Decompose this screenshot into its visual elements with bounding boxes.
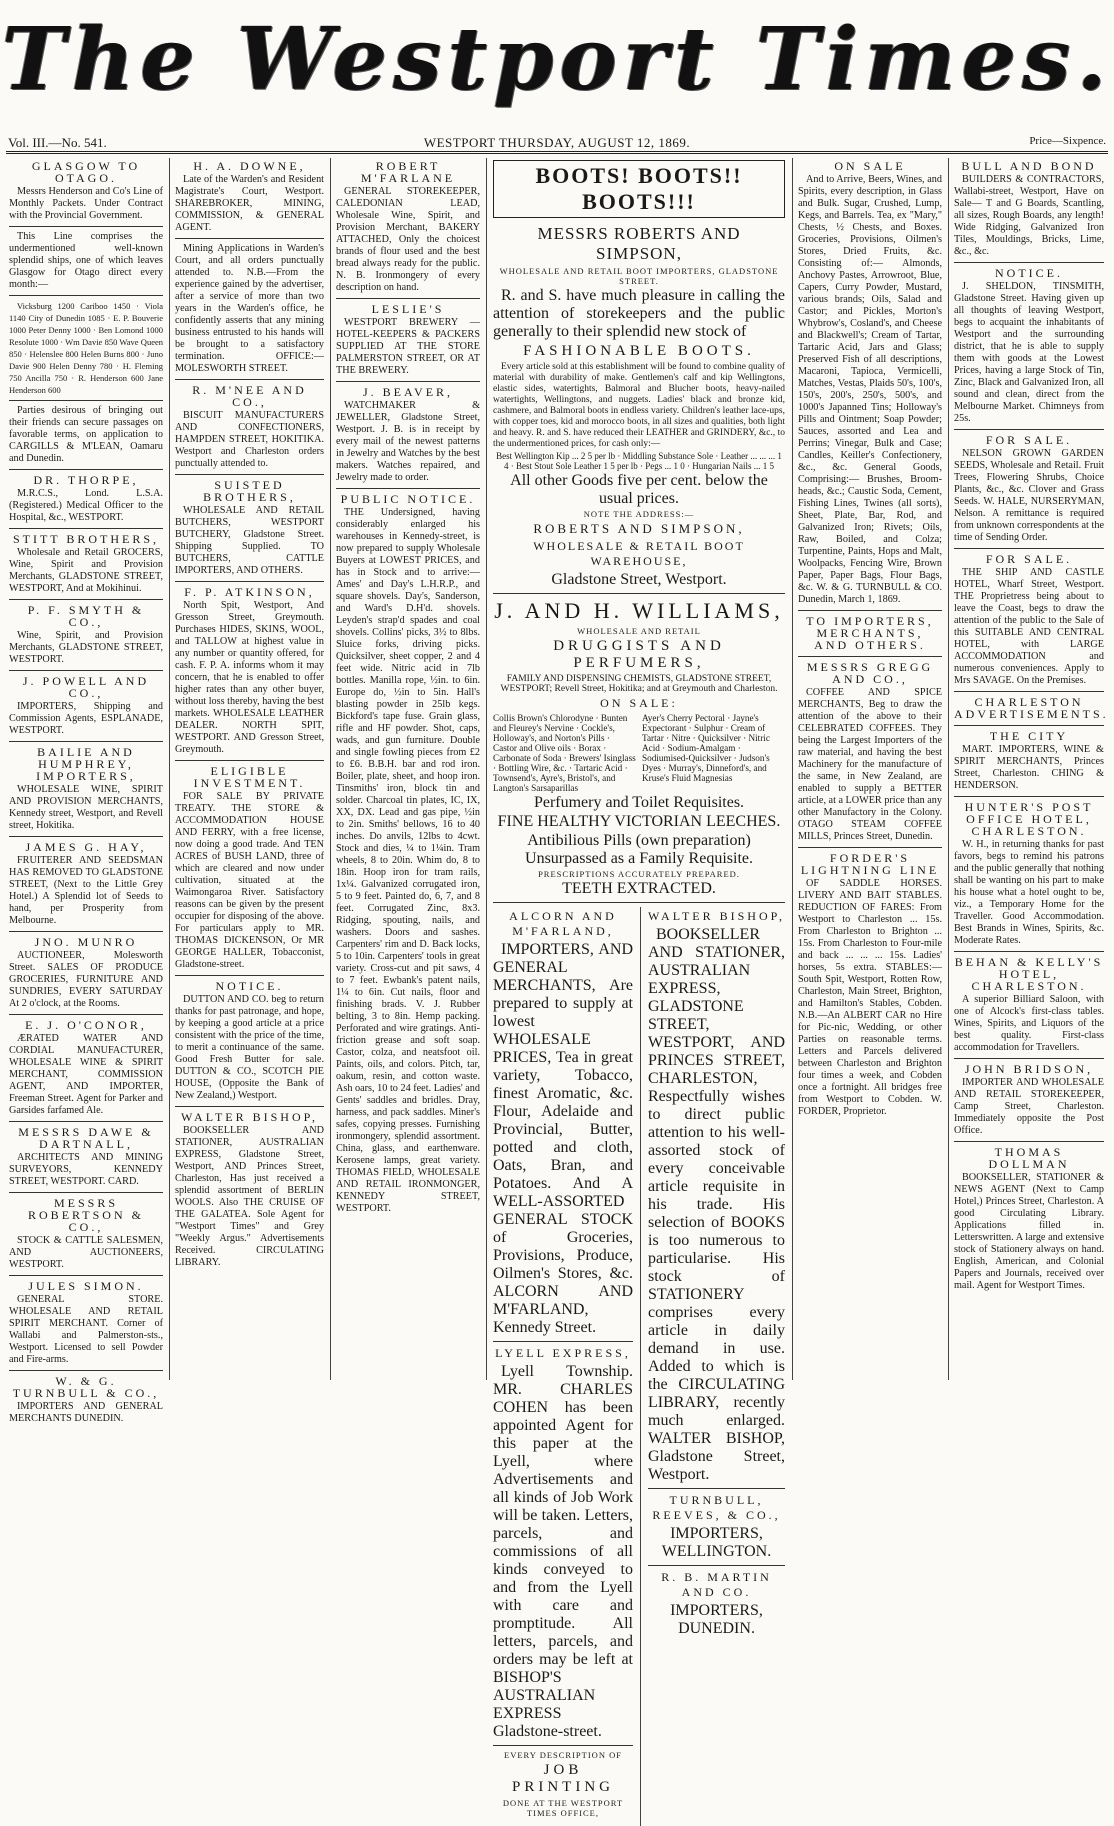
advert-body: AUCTIONEER, Molesworth Street. SALES OF PRODUCE GROCERIES, FURNITURE AND SUNDRIES, EVERY SATURDAY At 2 o'clock, at the Rooms. bbox=[9, 950, 163, 1009]
advert-heading: J. BEAVER, bbox=[362, 385, 454, 399]
columns bbox=[6, 158, 1109, 1818]
boots-prices: Best Wellington Kip ... 2 5 per lb · Middling Substance Sole · Leather ... ... ... 1 4 · Best Stout Sole Leather 1 5 per lb · Pegs ... 1 0 · Hungarian Nails ... 1 5 bbox=[496, 451, 782, 471]
advert-heading: ROBERT M'FARLANE bbox=[360, 159, 456, 185]
advert-heading: NOTICE. bbox=[995, 266, 1063, 280]
advert-heading: GLASGOW TO OTAGO. bbox=[31, 159, 141, 185]
advert-heading: MESSRS GREGG AND CO., bbox=[806, 660, 934, 686]
col7-advert bbox=[954, 160, 1104, 263]
job-heading: EVERY DESCRIPTION OF bbox=[504, 1750, 622, 1760]
advert-heading: SUISTED BROTHERS, bbox=[203, 478, 296, 504]
advert-body: FOR SALE BY PRIVATE TREATY. THE STORE & ACCOMMODATION HOUSE AND FERRY, with a free license, now doing a good trade. And TEN ACRES of BUSH LAND, three of which are cleared and now under cultivation, situated at the Waimongaroa River. Satisfactory reasons can be given by the present occupier for disposing of the above. For particulars apply to MR. THOMAS DICKENSON, Or MR GEORGE HALLER, Tobacconist, Gladstone-street. bbox=[175, 791, 324, 970]
col1-advert bbox=[9, 841, 163, 932]
advert-heading: BULL AND BOND bbox=[961, 159, 1097, 173]
advert-heading: NOTICE. bbox=[215, 979, 284, 993]
col1-advert bbox=[9, 231, 163, 296]
advert-body: Wholesale and Retail GROCERS, Wine, Spirit and Provision Merchants, GLADSTONE STREET, WESTPORT, And at Mokihinui. bbox=[9, 547, 163, 594]
advert-body: MART. IMPORTERS, WINE & SPIRIT MERCHANTS, Princes Street, Charleston. CHING & HENDERSON. bbox=[954, 744, 1104, 791]
advert-body: IMPORTERS AND GENERAL MERCHANTS DUNEDIN. bbox=[9, 1401, 163, 1424]
advert-body: Late of the Warden's and Resident Magistrate's Court, Westport. SHAREBROKER, MINING, COMMISSION, & GENERAL AGENT. bbox=[175, 174, 324, 233]
column-rule bbox=[792, 158, 793, 1380]
col2-advert bbox=[175, 384, 324, 475]
advert-body: FRUITERER AND SEEDSMAN HAS REMOVED TO GLADSTONE STREET, (Next to the Little Grey Hotel.) A Splendid lot of Seeds to hand, per Prosperity from Melbourne. bbox=[9, 855, 163, 926]
col1-advert bbox=[9, 1375, 163, 1429]
col6-advert bbox=[798, 661, 942, 848]
boots-banner: BOOTS! BOOTS!! BOOTS!!! bbox=[493, 160, 785, 218]
williams-list-right: Ayer's Cherry Pectoral · Jayne's Expectorant · Sulphur · Cream of Tartar · Nitre · Quicksilver · Nitric Acid · Sodium-Amalgam · Sodiumised-Quicksilver · Judson's Dyes · Murray's, Dinneford's, and Kruse's Fluid Magnesias bbox=[642, 713, 770, 783]
advert-heading: ON SALE bbox=[834, 159, 906, 173]
boots-advert bbox=[493, 160, 785, 594]
lyell-body: Lyell Township. MR. CHARLES COHEN has been appointed Agent for this paper at the Lyell, where Advertisements and all kinds of Job Work will be taken. Letters, parcels, and commissions of all kinds conveyed to and from the Lyell with care and promptitude. All letters, parcels, and orders may be left at BISHOP'S AUSTRALIAN EXPRESS Gladstone-street. bbox=[493, 1363, 633, 1740]
dateline bbox=[8, 133, 1106, 151]
advert-body: DUTTON AND CO. beg to return thanks for past patronage, and hope, by keeping a good article at a price consistent with the price of the time, to merit a continuance of the same. Good Fresh Butter for sale. DUTTON & CO., SCOTCH PIE HOUSE, (Opposite the Bank of New Zealand,) Westport. bbox=[175, 994, 324, 1101]
col1-advert bbox=[9, 1197, 163, 1276]
advert-heading: E. J. O'CONOR, bbox=[25, 1018, 147, 1032]
col7-advert bbox=[954, 956, 1104, 1059]
bishop2-body: BOOKSELLER AND STATIONER, AUSTRALIAN EXPRESS, GLADSTONE STREET, WESTPORT, AND PRINCES STREET, CHARLESTON, Respectfully wishes to direct public attention to his well-assorted stock of every conceivable article requisite in his trade. His selection of BOOKS is too numerous to particularise. His stock of STATIONERY comprises every article in daily demand in use. Added to which is the CIRCULATING LIBRARY, recently much enlarged. WALTER BISHOP, Gladstone Street, Westport. bbox=[648, 926, 785, 1483]
advert-body: THE SHIP AND CASTLE HOTEL, Wharf Street, Westport. THE Proprietress being about to leave the Coast, begs to draw the attention of the public to the Sale of this SUITABLE AND CENTRAL HOTEL, with LARGE ACCOMMODATION and numerous conveniences. Apply to Mrs SAVAGE. On the Premises. bbox=[954, 567, 1104, 686]
col1-advert bbox=[9, 936, 163, 1015]
col3-advert bbox=[336, 493, 480, 1219]
williams-f2: FINE HEALTHY VICTORIAN LEECHES. bbox=[497, 813, 781, 830]
col1-advert bbox=[9, 1126, 163, 1193]
column-rule bbox=[486, 158, 487, 1380]
column-rule bbox=[948, 158, 949, 1380]
advert-body: W. H., in returning thanks for past favors, begs to remind his patrons and the public generally that nothing shall be wanting on his part to make his house what a hotel ought to be, viz., a Temporary Home for the Traveller. Good Accommodation. Best Brands in Wines, Spirits, &c. Moderate Rates. bbox=[954, 839, 1104, 946]
boots-firm: MESSRS ROBERTS AND SIMPSON, bbox=[537, 224, 741, 263]
williams-f5: TEETH EXTRACTED. bbox=[562, 880, 716, 897]
advert-body: Wine, Spirit, and Provision Merchants, GLADSTONE STREET, WESTPORT. bbox=[9, 630, 163, 665]
advert-heading: FOR SALE. bbox=[985, 552, 1073, 566]
turnbull-reeves-advert bbox=[648, 1493, 785, 1566]
advert-body: North Spit, Westport, And Gresson Street, Greymouth. Purchases HIDES, SKINS, WOOL, and TALLOW at highest value in any number or quantity offered, for cash. F. P. A. informs whom it may concern, that he is enabled to offer higher rates than any other buyer, without loss thereby, having the best markets. WHOLESALE LEATHER DEALER. NORTH SPIT, WESTPORT. AND Gresson Street, Greymouth. bbox=[175, 600, 324, 755]
advert-heading: CHARLESTON ADVERTISEMENTS. bbox=[954, 695, 1109, 721]
turnbull-reeves-body: IMPORTERS, WELLINGTON. bbox=[661, 1525, 772, 1560]
col1-advert bbox=[9, 160, 163, 227]
advert-heading: W. & G. TURNBULL & CO., bbox=[12, 1374, 160, 1400]
job-body: DONE AT THE WESTPORT TIMES OFFICE, bbox=[502, 1798, 624, 1818]
column-rule bbox=[330, 158, 331, 1380]
boots-body: Every article sold at this establishment will be found to combine quality of material with durability of make. Gentlemen's calf and kip Wellingtons, elastic sides, watertights, Balmoral and Blucher boots, heavy-nailed watertights, Wellingtons, and nuggets. Ladies' black and bronze kid, cashmere, and Balmoral boots in endless variety. Children's leather lace-ups, with copper toes, kid and morocco boots, in all sizes and qualities, both light and heavy. R. and S. have reduced their LEATHER and GRINDERY, &c., to the undermentioned prices, for cash only:— bbox=[493, 362, 785, 449]
advert-heading: BAILIE AND HUMPHREY, IMPORTERS, bbox=[36, 745, 136, 783]
advert-heading: JULES SIMON. bbox=[28, 1279, 144, 1293]
col1-advert bbox=[9, 533, 163, 600]
advert-body: IMPORTER AND WHOLESALE AND RETAIL STOREKEEPER, Camp Street, Charleston. Immediately opposite the Post Office. bbox=[954, 1077, 1104, 1136]
job-title: JOB PRINTING bbox=[512, 1762, 614, 1795]
volume-number: Vol. III.—No. 541. bbox=[8, 135, 107, 150]
column-1 bbox=[6, 158, 166, 1424]
col2-advert bbox=[175, 980, 324, 1107]
advert-body: OF SADDLE HORSES. LIVERY AND BAIT STABLES. REDUCTION OF FARES: From Westport to Charleston ... 15s. From Charleston to Brighton ... 15s. From Charleston to Four-mile and back ... ... ... 15s. Ladies' horses, 5s extra. STABLES:— South Spit, Westport, Rotten Row, Charleston, Main Street, Brighton, and Hamilton's Stables, Cobden. N.B.—An ALBERT CAR no Hire for Pic-nic, Wedding, or other Parties on reasonable terms. Letters and Parcels delivered between Charleston and Brighton four times a week, and Cobden once a fortnight. All bridges free from Westport to Cobden. W. FORDER, Proprietor. bbox=[798, 878, 942, 1117]
martin-heading: R. B. MARTIN AND CO. bbox=[661, 1570, 772, 1599]
boots-address-firm: ROBERTS AND SIMPSON, bbox=[533, 521, 745, 536]
advert-heading: ELIGIBLE INVESTMENT. bbox=[193, 764, 306, 790]
middle-left-sub bbox=[489, 907, 641, 1826]
masthead-rule bbox=[6, 151, 1108, 154]
col2-advert bbox=[175, 1111, 324, 1273]
boots-intro: R. and S. have much pleasure in calling the attention of storekeepers and the public generally to their splendid new stock of bbox=[493, 287, 785, 340]
advert-body: NELSON GROWN GARDEN SEEDS, Wholesale and Retail. Fruit Trees, Flowering Shrubs, Choice Plants, &c., &c. Clover and Grass Seeds. W. HALE, NURSERYMAN, Nelson. A remittance is required from unknown correspondents at the time of Sending Order. bbox=[954, 448, 1104, 543]
advert-body: COFFEE AND SPICE MERCHANTS, Beg to draw the attention of the above to their CELEBRATED COFFEES. They being the Largest Importers of the raw material, and having the best Machinery for the manufacture of the same, in New Zealand, are enabled to supply a BETTER article, at a LOWER price than any other Manufactory in the Colony. OTAGO STEAM COFFEE MILLS, Princes Street, Dunedin. bbox=[798, 687, 942, 842]
middle-wide-section bbox=[489, 158, 789, 1818]
ship-list: Vicksburg 1200 Cariboo 1450 · Viola 1140 City of Dunedin 1085 · E. P. Bouverie 1000 Peter Denny 1000 · Ben Lomond 1000 Resolute 1000 · Wm Davie 850 Wave Queen 850 · Helenslee 800 Helen Burns 800 · Juno Davie 900 Helen Denny 780 · H. Fleming 750 Ancilla 750 · R. Henderson 600 Jane Henderson 600 bbox=[9, 301, 163, 395]
col7-advert bbox=[954, 695, 1109, 726]
boots-note: All other Goods five per cent. below the usual prices. bbox=[510, 472, 768, 507]
advert-body: BOOKSELLER AND STATIONER, AUSTRALIAN EXPRESS, Gladstone Street, Westport, AND Princes Street, Charleston, Has just received a splendid assortment of BERLIN WOOLS. Also THE CRUISE OF THE GALATEA. Sole Agent for "Westport Times" and Grey "Weekly Argus." Advertisements Received. CIRCULATING LIBRARY. bbox=[175, 1125, 324, 1268]
price: Price—Sixpence. bbox=[1029, 135, 1106, 147]
advert-body: Mining Applications in Warden's Court, and all orders punctually attended to. N.B.—From the experience gained by the advertiser, after a service of more than two years in the Warden's office, he confidently asserts that any mining business entrusted to his hands will be brought to a satisfactory termination. OFFICE:— MOLESWORTH STREET. bbox=[175, 243, 324, 374]
advert-heading: MESSRS DAWE & DARTNALL, bbox=[18, 1125, 154, 1151]
advert-heading: H. A. DOWNE, bbox=[193, 159, 306, 173]
alcorn-advert bbox=[493, 909, 633, 1342]
col3-advert bbox=[336, 160, 480, 299]
advert-body: BUILDERS & CONTRACTORS, Wallabi-street, Westport, Have on Sale— T and G Boards, Scantling, all sizes, Rough Boards, any length! Wide Ridging, Galvanized Iron Tiles, Mouldings, Bricks, Lime, &c., &c. bbox=[954, 174, 1104, 257]
advert-heading: F. P. ATKINSON, bbox=[184, 585, 315, 599]
col1-advert bbox=[9, 474, 163, 529]
advert-heading: JNO. MUNRO bbox=[34, 935, 138, 949]
advert-body: M.R.C.S., Lond. L.S.A. (Registered.) Medical Officer to the Hospital, &c., WESTPORT. bbox=[9, 488, 163, 523]
boots-stock: FASHIONABLE BOOTS. bbox=[523, 343, 755, 359]
williams-trade: DRUGGISTS AND PERFUMERS, bbox=[553, 638, 725, 671]
advert-heading: FOR SALE. bbox=[985, 433, 1073, 447]
advert-heading: P. F. SMYTH & CO., bbox=[27, 603, 145, 629]
advert-heading: JAMES G. HAY, bbox=[25, 840, 147, 854]
advert-body: GENERAL STORE. WHOLESALE AND RETAIL SPIRIT MERCHANT. Corner of Wallabi and Palmerston-sts., Westport. Licensed to sell Powder and Fire-arms. bbox=[9, 1294, 163, 1365]
advert-body: And to Arrive, Beers, Wines, and Spirits, every description, in Glass and Bulk. Sugar, Crushed, Lump, Kegs, and Barrels. Tea, ex "Mary," Chests, ½ Chests, and Boxes. Groceries, Provisions, Oilmen's Stores, Dried Fruits, &c. Consisting of:— Almonds, Anchovy Pastes, Arrowroot, Blue, Capers, Curry Powder, Mustard, various brands; Oils, Salad and Castor; and Pickles, Morton's Whybrow's, Cosland's, and Cheese and Blackwell's; Cream of Tartar, Tartaric Acid, Jars and Glass; Preserved Fish of all descriptions, Macaroni, Tapioca, Vermicelli, Matches, Vestas, Plaids 50's, 100's, 150's, 200's, 250's, 500's, and 1000's Japanned Tins; Holloway's Pills and Ointment; Soap Powder; Sauces, assorted and Lea and Perrins; Vinegar, Bulk and Case; Candles, Keiller's Confectionery, &c., &c. General Goods, Comprising:— Brushes, Broom-heads, &c.; Caustic Soda, Cement, Fishing Lines, Twines (all sorts), Sheet, Plate, Bar, Rod, and Galvanized Iron; Rivets; Oils, Raw, Boiled, and Colza; Turpentine, Paints, Hops and Malt, Woolpacks, Fencing Wire, Brown Paper, Paper Bags, Flour Bags, &c. W. & G. TURNBULL & CO. Dunedin, March 1, 1869. bbox=[798, 174, 942, 605]
advert-body: A superior Billiard Saloon, with one of Alcock's first-class tables. Wines, Spirits, and Liquors of the best quality. First-class accommodation for Travellers. bbox=[954, 994, 1104, 1053]
advert-heading: DR. THORPE, bbox=[33, 473, 139, 487]
advert-heading: HUNTER'S POST OFFICE HOTEL, CHARLESTON. bbox=[964, 800, 1094, 838]
advert-body: GENERAL STOREKEEPER, CALEDONIAN LEAD, Wholesale Wine, Spirit, and Provision Merchant, BAKERY ATTACHED, Only the choicest brands of flour used and the best bread always ready for the public. N. B. Ironmongery of every description on hand. bbox=[336, 186, 480, 293]
advert-heading: THE CITY bbox=[989, 729, 1069, 743]
advert-body: WATCHMAKER & JEWELLER, Gladstone Street, Westport. J. B. is in receipt by every mail of the newest patterns in Jewelry and Watches by the best makers. Watches repaired, and Jewelry made to order. bbox=[336, 400, 480, 483]
bishop2-heading: WALTER BISHOP, bbox=[648, 909, 785, 923]
col7-advert bbox=[954, 267, 1104, 430]
advert-body: IMPORTERS, Shipping and Commission Agents, ESPLANADE, WESTPORT. bbox=[9, 701, 163, 736]
col1-advert bbox=[9, 604, 163, 671]
advert-heading: J. POWELL AND CO., bbox=[22, 674, 150, 700]
column-6 bbox=[795, 158, 945, 1380]
advert-heading: WALTER BISHOP, bbox=[181, 1110, 318, 1124]
boots-address-sub: WHOLESALE & RETAIL BOOT WAREHOUSE, bbox=[533, 539, 745, 568]
advert-heading: MESSRS ROBERTSON & CO., bbox=[28, 1196, 144, 1234]
boots-address-street: Gladstone Street, Westport. bbox=[551, 571, 727, 588]
williams-f3: Antibilious Pills (own preparation) Unsurpassed as a Family Requisite. bbox=[525, 832, 753, 867]
advert-body: BISCUIT MANUFACTURERS AND CONFECTIONERS, HAMPDEN STREET, HOKITIKA. Westport and Charleston orders punctually attended to. bbox=[175, 410, 324, 469]
advert-body: STOCK & CATTLE SALESMEN, AND AUCTIONEERS, WESTPORT. bbox=[9, 1235, 163, 1270]
advert-heading: BEHAN & KELLY'S HOTEL, CHARLESTON. bbox=[954, 955, 1104, 993]
advert-heading: STITT BROTHERS, bbox=[12, 532, 160, 546]
masthead bbox=[0, 0, 1114, 130]
advert-body: THE Undersigned, having considerably enlarged his warehouses in Kennedy-street, is now prepared to supply Wholesale Buyers at LOWEST PRICES, and has in Stock and to arrive:— Ames' and Day's L.H.R.P., and square shovels. Day's, Sanderson, and Ward's D.H'd. shovels. Leyden's strap'd spades and coal shovels. Collins' picks, 3½ to 8lbs. Sluice forks, driving picks. Quicksilver, sheet copper, 2 and 4 feet wide. Nitric acid in 7lb bottles. Manilla rope, ½in. to 6in. Europe do, ½in to 5in. Hall's blasting powder in 25lb kegs. Bickford's tape fuse. Grain glass, rifle and HF powder. Shot, caps, wads, and gun furniture. Double and single fowling pieces from £2 to £6. B.B.H. bar and rod iron. Boiler, plate, sheet, and hoop iron. Tinsmiths' iron, block tin and solder. Charcoal tin plates, IC, IX, XX, DX. Lead and gas pipe, ½in to 2in. Smiths' bellows, 16 to 40 inches. Do anvils, 12lbs to 4cwt. Stock and dies, ¼ to 1¼in. Tram wheels, 8 to 20in. Whim do, 8 to 18in. Hoop iron for tram rails, 1x¼. Galvanized corrugated iron, 5 to 9 feet. Painted do, 6, 7, and 8 feet. Corrugated Zinc, 8x3. Ridging, spouting, nails, and washers. Doors and sashes. Carpenters' rim and D. Back locks, 5 to 10in. Carpenters' tools in great variety. Cross-cut and pit saws, 4 to 7 feet. Ewbank's patent nails, 1¼ to 6in. Cut nails, floor and finishing brads. V. J. Rubber belting, 3 to 8in. Hemp packing. Perforated and wire gratings. Anti-friction grease and soft soap. Castor, colza, and neatsfoot oil. Paints, oils, and colors. Pitch, tar, oakum, resin, and cotton waste. Ash oars, 10 to 24 feet. Ladies' and Gents' saddles and bridles. Dray, harness, and pack saddles. Miner's safes, copying presses. Furnishing ironmongery, splendid assortment. China, glass, and earthenware. Kerosene lamps, great variety. THOMAS FIELD, WHOLESALE AND RETAIL IRONMONGER, KENNEDY STREET, WESTPORT. bbox=[336, 507, 480, 1214]
col1-advert bbox=[9, 1280, 163, 1371]
col6-advert bbox=[798, 852, 942, 1122]
advert-body: WHOLESALE WINE, SPIRIT AND PROVISION MERCHANTS, Kennedy street, Westport, and Revell street, Hokitika. bbox=[9, 784, 163, 831]
col7-advert bbox=[954, 730, 1104, 797]
martin-advert bbox=[648, 1570, 785, 1642]
col1-advert bbox=[9, 675, 163, 742]
advert-heading: LESLIE'S bbox=[371, 302, 445, 316]
williams-f1: Perfumery and Toilet Requisites. bbox=[533, 794, 745, 811]
martin-body: IMPORTERS, DUNEDIN. bbox=[670, 1602, 763, 1637]
advert-body: BOOKSELLER, STATIONER & NEWS AGENT (Next to Camp Hotel,) Princes Street, Charleston. A good Circulating Library. Applications filled in. Letterswritten. A large and extensive stock of Stationery always on hand. English, American, and Colonial Papers and Journals, received over mail. Agent for Westport Times. bbox=[954, 1172, 1104, 1291]
col3-advert bbox=[336, 386, 480, 489]
col1-advert bbox=[9, 1019, 163, 1122]
advert-body: ÆRATED WATER AND CORDIAL MANUFACTURER, WHOLESALE WINE & SPIRIT MERCHANT, COMMISSION AGENT, AND IMPORTER, Freeman Street. Agent for Parker and Garsides farfamed Ale. bbox=[9, 1033, 163, 1116]
col2-advert bbox=[175, 160, 324, 239]
col3-advert bbox=[336, 303, 480, 382]
col7-advert bbox=[954, 801, 1104, 952]
alcorn-heading: ALCORN AND M'FARLAND, bbox=[509, 909, 617, 938]
advert-body: J. SHELDON, TINSMITH, Gladstone Street. Having given up all thoughts of leaving Westport, begs to acquaint the inhabitants of Westport and the surrounding district, that he is able to supply them with goods at the Lowest Prices, having a large Stock of Tin, Zinc, Black and Galvanized Iron, all sound and clean, direct from the Melbourne Market. Chimneys from 25s. bbox=[954, 281, 1104, 424]
advert-body: This Line comprises the undermentioned well-known splendid ships, one of which leaves Glasgow for Otago direct every month:— bbox=[9, 231, 163, 290]
col1-advert bbox=[9, 405, 163, 470]
col2-advert bbox=[175, 243, 324, 380]
middle-right-sub bbox=[641, 907, 789, 1826]
advert-heading: R. M'NEE AND CO., bbox=[192, 383, 307, 409]
boots-sub: WHOLESALE AND RETAIL BOOT IMPORTERS, GLADSTONE STREET. bbox=[499, 266, 779, 286]
williams-list-left: Collis Brown's Chlorodyne · Bunten and Fleurey's Nervine · Cockle's, Holloway's, and Norton's Pills · Castor and Olive oils · Borax · Carbonate of Soda · Brewers' Isinglass · Bottling Wire, &c. · Tartaric Acid · Townsend's, Ayre's, Bristol's, and Langton's Sarsaparillas bbox=[493, 713, 636, 793]
advert-heading: JOHN BRIDSON, bbox=[964, 1062, 1094, 1076]
column-7 bbox=[951, 158, 1107, 1380]
williams-sub: WHOLESALE AND RETAIL bbox=[577, 626, 701, 636]
col1-advert bbox=[9, 746, 163, 837]
job-printing-advert bbox=[493, 1750, 633, 1822]
bishop2-advert bbox=[648, 909, 785, 1489]
turnbull-reeves-heading: TURNBULL, REEVES, & CO., bbox=[652, 1493, 781, 1522]
col6-advert bbox=[798, 615, 942, 657]
advert-body: WHOLESALE AND RETAIL BUTCHERS, WESTPORT BUTCHERY, Gladstone Street. Shipping Supplied. TO BUTCHERS, CATTLE IMPORTERS, AND OTHERS. bbox=[175, 505, 324, 576]
boots-address-label: NOTE THE ADDRESS:— bbox=[583, 509, 695, 519]
column-3 bbox=[333, 158, 483, 1380]
column-rule bbox=[169, 158, 170, 1380]
advert-heading: TO IMPORTERS, MERCHANTS, AND OTHERS. bbox=[806, 614, 934, 652]
advert-heading: FORDER'S LIGHTNING LINE bbox=[800, 851, 940, 877]
williams-advert bbox=[493, 598, 785, 903]
col2-advert bbox=[175, 479, 324, 582]
williams-onsale: ON SALE: bbox=[600, 696, 678, 710]
column-2 bbox=[172, 158, 327, 1380]
col2-advert bbox=[175, 765, 324, 976]
williams-name: J. AND H. WILLIAMS, bbox=[494, 598, 784, 623]
col2-advert bbox=[175, 586, 324, 761]
williams-f4: PRESCRIPTIONS ACCURATELY PREPARED. bbox=[538, 869, 740, 879]
col6-advert bbox=[798, 160, 942, 611]
advert-body: WESTPORT BREWERY — HOTEL-KEEPERS & PACKERS SUPPLIED AT THE STORE PALMERSTON STREET, OR AT THE BREWERY. bbox=[336, 317, 480, 376]
advert-body: Messrs Henderson and Co's Line of Monthly Packets. Under Contract with the Provincial Government. bbox=[9, 186, 163, 221]
williams-sub2: FAMILY AND DISPENSING CHEMISTS, GLADSTONE STREET, WESTPORT; Revell Street, Hokitika; and at Greymouth and Charleston. bbox=[500, 674, 778, 694]
col1-advert bbox=[9, 300, 163, 401]
newspaper-title: The Westport Times. bbox=[1, 9, 1113, 110]
lyell-advert bbox=[493, 1346, 633, 1746]
col7-advert bbox=[954, 1146, 1104, 1296]
col7-advert bbox=[954, 1063, 1104, 1142]
alcorn-body: IMPORTERS, AND GENERAL MERCHANTS, Are prepared to supply at lowest WHOLESALE PRICES, Tea in great variety, Tobacco, finest Aromatic, &c. Flour, Adelaide and Provincial, Butter, potted and cloth, Oats, Bran, and Potatoes. And A WELL-ASSORTED GENERAL STOCK of Groceries, Provisions, Produce, Oilmen's Stores, &c. ALCORN AND M'FARLAND, Kennedy Street. bbox=[493, 941, 633, 1336]
advert-body: ARCHITECTS AND MINING SURVEYORS, KENNEDY STREET, WESTPORT. CARD. bbox=[9, 1152, 163, 1187]
issue-date: WESTPORT THURSDAY, AUGUST 12, 1869. bbox=[423, 135, 691, 150]
col7-advert bbox=[954, 553, 1104, 692]
lyell-heading: LYELL EXPRESS, bbox=[495, 1346, 631, 1360]
advert-heading: PUBLIC NOTICE. bbox=[340, 492, 476, 506]
col7-advert bbox=[954, 434, 1104, 549]
advert-heading: THOMAS DOLLMAN bbox=[988, 1145, 1070, 1171]
advert-body: Parties desirous of bringing out their friends can secure passages on favorable terms, on application to CARGILLS & M'LEAN, Oamaru and Dunedin. bbox=[9, 405, 163, 464]
